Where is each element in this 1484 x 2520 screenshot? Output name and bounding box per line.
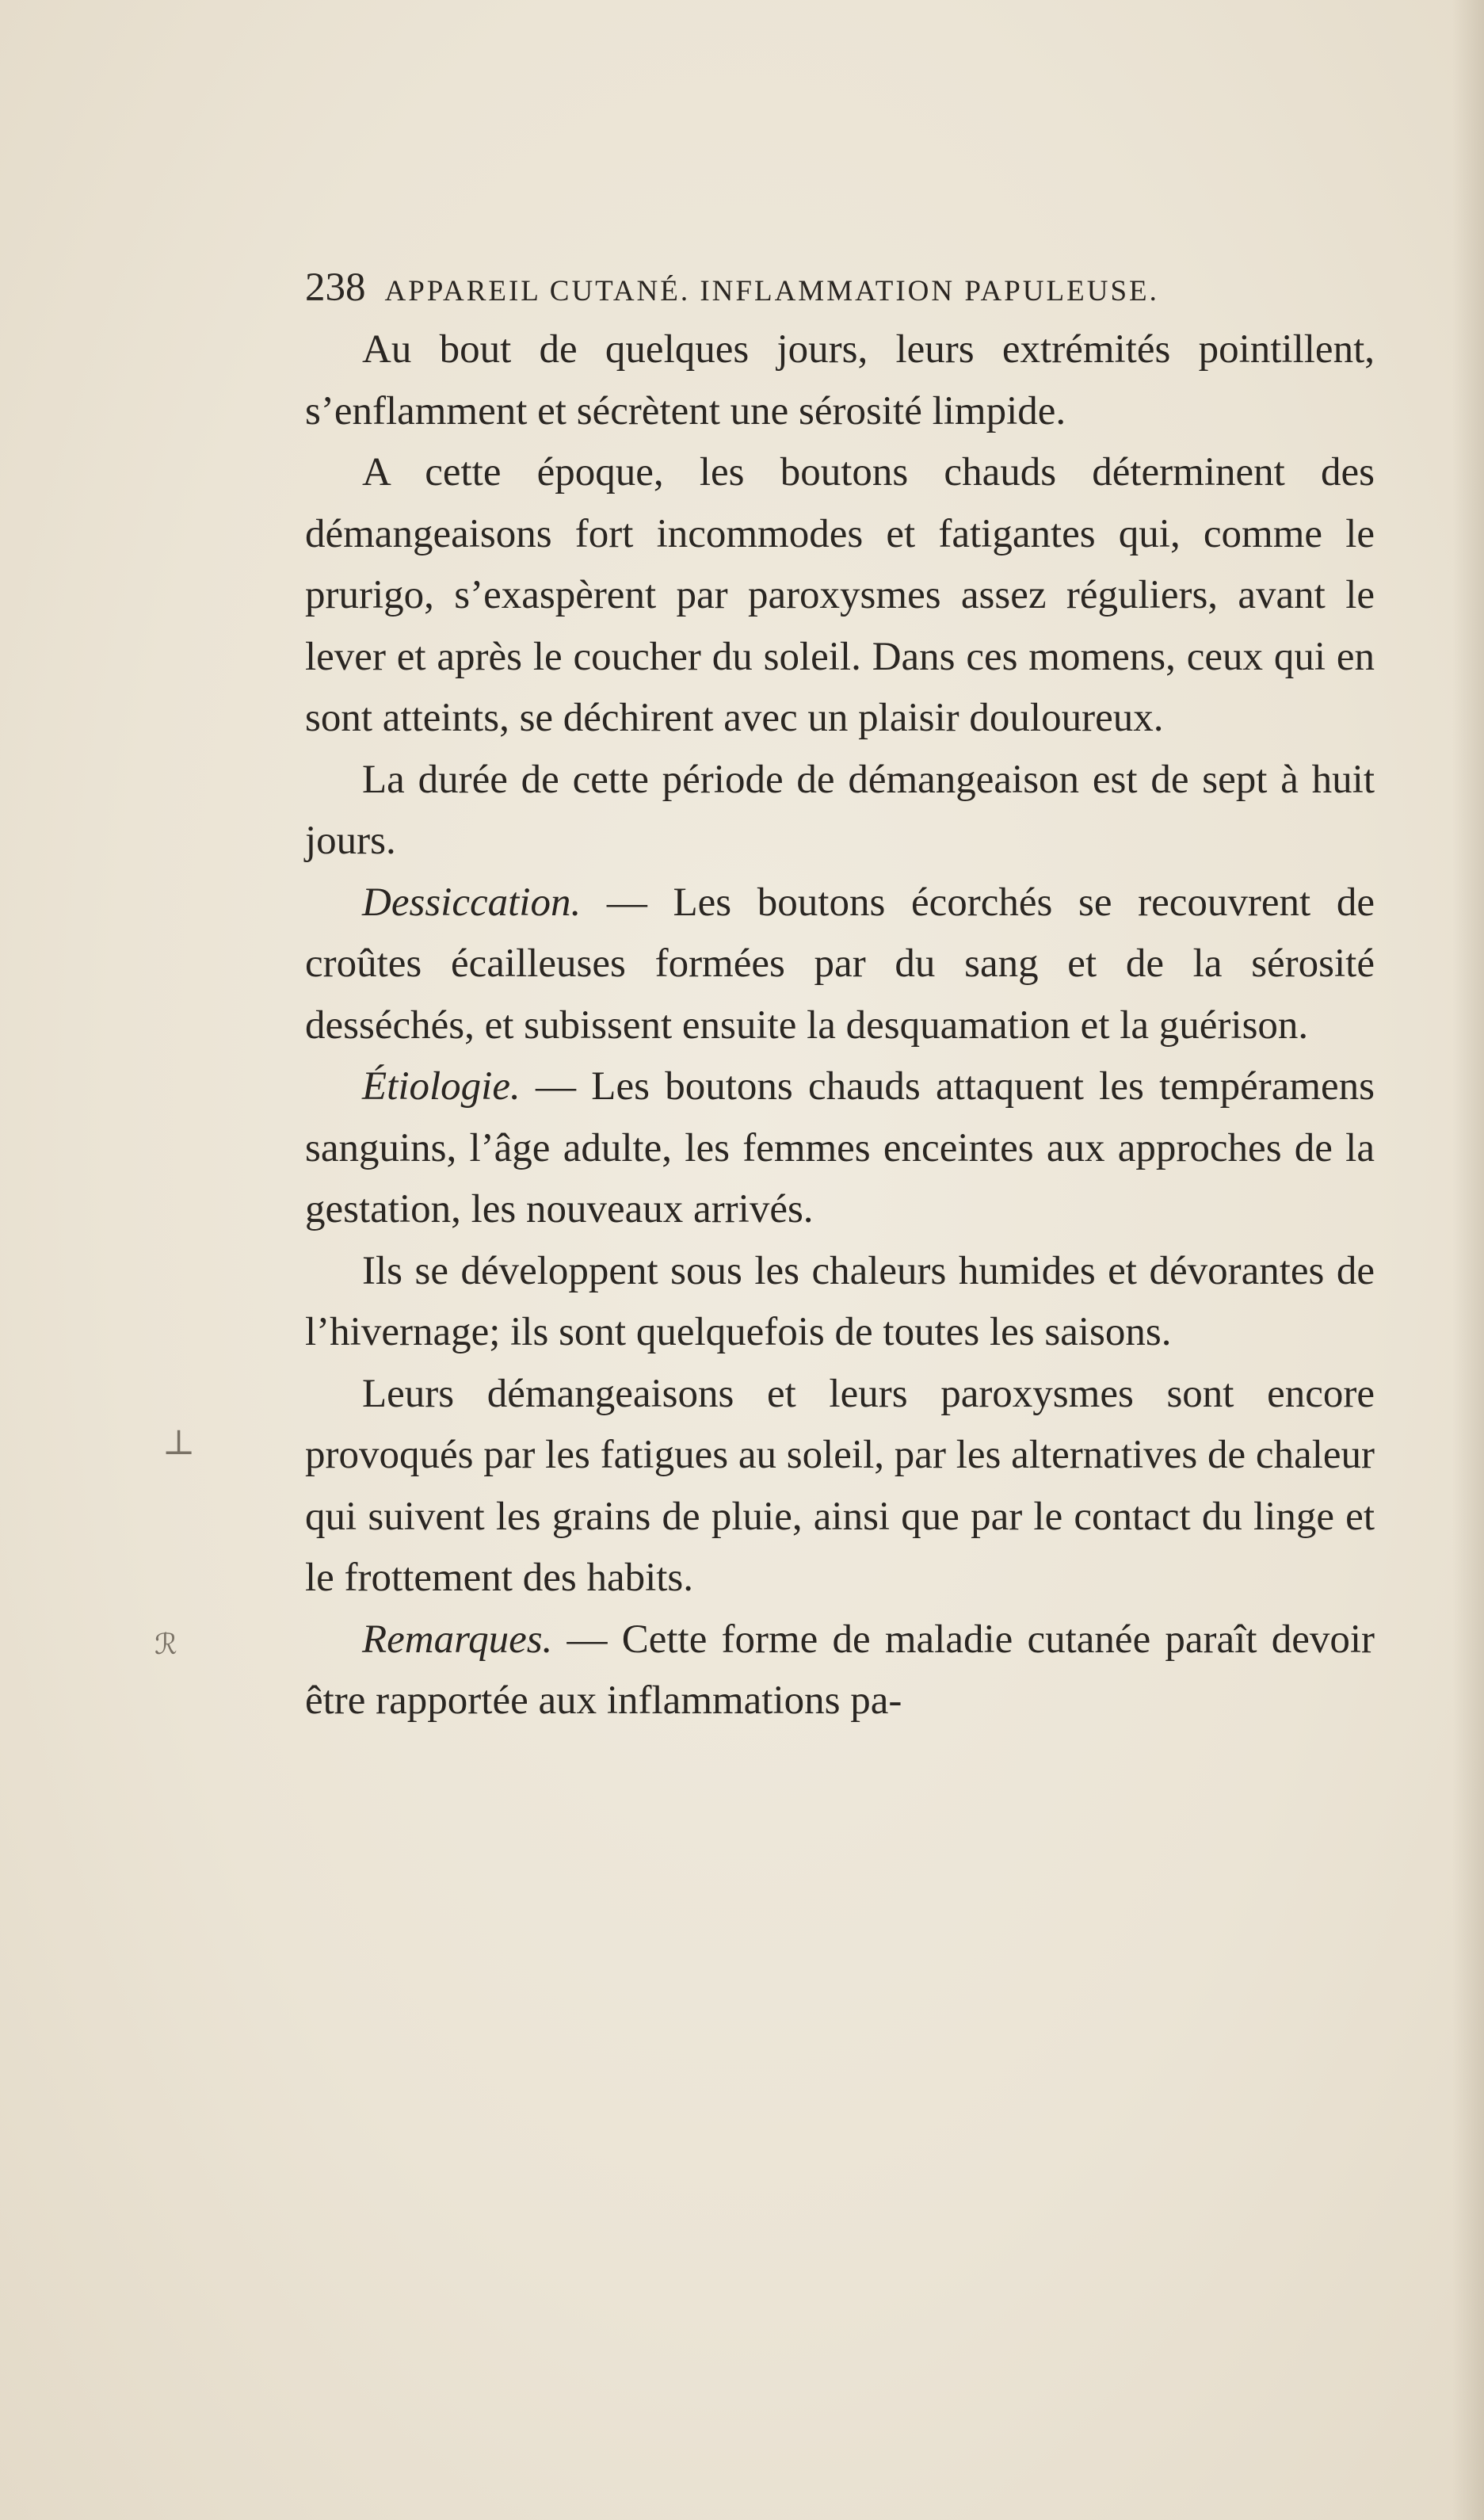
paragraph: La durée de cette période de démangeaison est de sept à huit jours. <box>305 757 1375 863</box>
running-title: APPAREIL CUTANÉ. INFLAMMATION PAPULEUSE. <box>384 275 1159 307</box>
paragraph: Leurs démangeaisons et leurs paroxysmes sont encore provoqués par les fatigues au soleil, par les alternatives de chaleur qui suivent les grains de pluie, ainsi que par le contact du linge et le frottement des habits. <box>305 1371 1375 1600</box>
paragraph <box>305 1609 1375 1732</box>
paragraph: A cette époque, les boutons chauds déterminent des démangeaisons fort incommodes et fatigantes qui, comme le prurigo, s’exaspèrent par paroxysmes assez réguliers, avant le lever et après le coucher du soleil. Dans ces momens, ceux qui en sont atteints, se déchirent avec un plaisir douloureux. <box>305 450 1375 740</box>
section-label-etiologie: Étiologie. <box>362 1064 521 1109</box>
paragraph <box>305 1056 1375 1241</box>
paragraph-text: — Cette forme de maladie cutanée paraît devoir être rapportée aux inflammations pa- <box>305 1617 1375 1723</box>
paragraph: Ils se développent sous les chaleurs humides et dévorantes de l’hivernage; ils sont quelquefois de toutes les saisons. <box>305 1248 1375 1354</box>
page-text <box>305 258 1375 1732</box>
paragraph: Au bout de quelques jours, leurs extrémités pointillent, s’enflamment et sécrètent une sérosité limpide. <box>305 327 1375 433</box>
page-number: 238 <box>305 265 366 310</box>
section-label-remarques: Remarques. <box>362 1617 553 1662</box>
margin-pencil-mark: ⊥ <box>162 1422 196 1463</box>
paragraph-text: — Les boutons écorchés se recouvrent de croûtes écailleuses formées par du sang et de la sérosité desséchés, et subissent ensuite la desquamation et la guérison. <box>305 880 1375 1048</box>
paragraph <box>305 872 1375 1057</box>
section-label-dessiccation: Dessiccation. <box>362 880 582 925</box>
page-edge-shadow <box>1452 0 1484 2520</box>
paragraph-text: — Les boutons chauds attaquent les tempéramens sanguins, l’âge adulte, les femmes enceintes aux approches de la gestation, les nouveaux arrivés. <box>305 1064 1375 1231</box>
running-head <box>305 258 1327 319</box>
margin-pencil-mark: ℛ <box>155 1628 177 1661</box>
